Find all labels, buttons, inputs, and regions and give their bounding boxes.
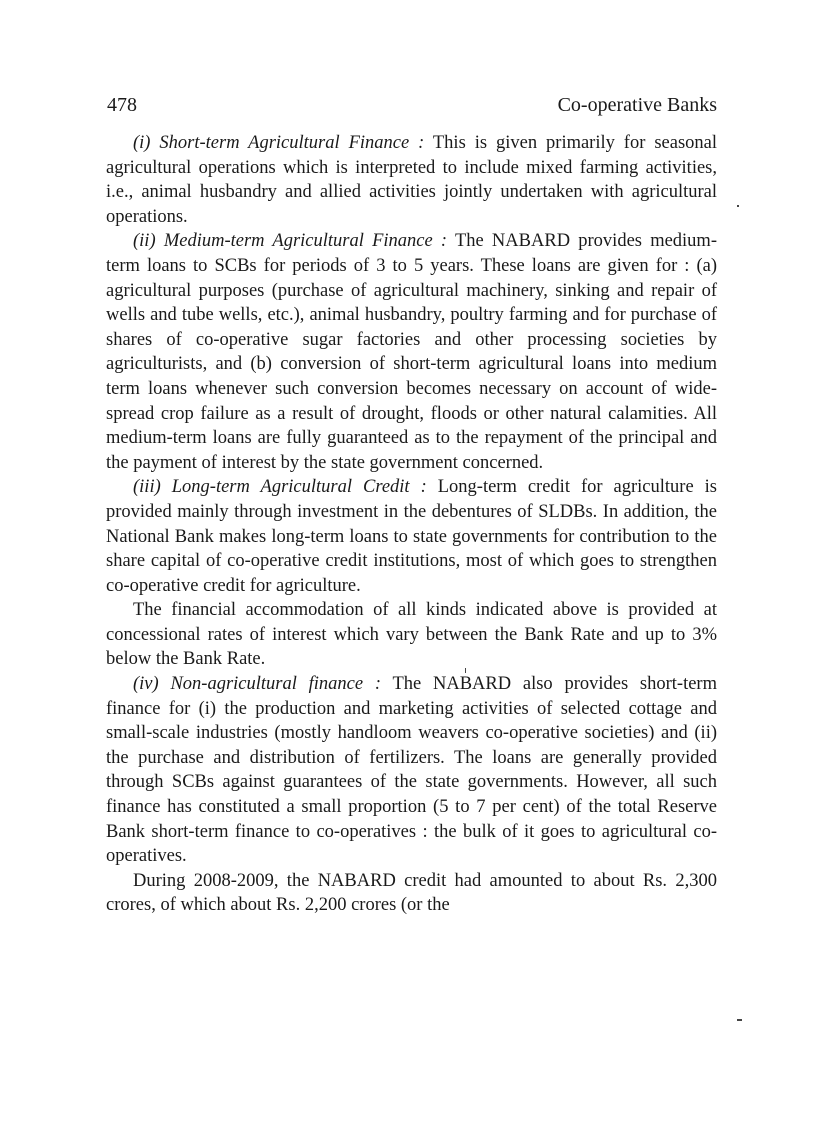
paragraph-financial-accommodation [106,598,717,672]
paragraph-short-term-finance [106,131,717,229]
paragraph-medium-term-finance [106,229,717,475]
paragraph-heading: (iv) Non-agricultural finance : [133,674,382,695]
paragraph-text: The NABARD also provides short-term finance for (i) the production and marketing activities of selected cottage and small-scale industries (mostly handloom weavers co-operative societies) and (ii) the purchase and distribution of fertilizers. The loans are generally provided through SCBs against guarantees of the state governments. However, all such finance has constituted a small proportion (5 to 7 per cent) of the total Reserve Bank short-term finance to co-operatives : the bulk of it goes to agricultural co-operatives. [106,674,717,867]
paragraph-text: This is given primarily for seasonal agricultural operations which is interpreted to include mixed farming activities, i.e., animal husbandry and allied activities jointly undertaken with agricultural operations. [106,133,717,227]
paragraph-heading: (i) Short-term Agricultural Finance : [133,133,425,153]
paragraph-text: The NABARD provides medium-term loans to SCBs for periods of 3 to 5 years. These loans are given for : (a) agricultural purposes (purchase of agricultural machinery, sinking and repair of wells and tube wells, etc.), animal husbandry, poultry farming and for purchase of shares of co-operative sugar factories and other processing societies by agriculturists, and (b) conversion of short-term agricultural loans into medium term loans whenever such conversion becomes necessary on account of wide-spread crop failure as a result of drought, floods or other natural calamities. All medium-term loans are fully guaranteed as to the repayment of the principal and the payment of interest by the state government concerned. [106,231,717,473]
paragraph-non-agricultural-finance [106,672,717,869]
body-text [106,131,717,918]
paragraph-nabard-credit-2008 [106,869,717,918]
paragraph-text: The financial accommodation of all kinds indicated above is provided at concessional rates of interest which vary between the Bank Rate and up to 3% below the Bank Rate. [106,600,717,670]
scan-speck [465,668,466,673]
scan-speck [737,1019,742,1021]
paragraph-heading: (ii) Medium-term Agricultural Finance : [133,231,448,252]
paragraph-long-term-credit [106,475,717,598]
running-head [107,93,717,117]
paragraph-text: Long-term credit for agriculture is provided mainly through investment in the debentures of SLDBs. In addition, the National Bank makes long-term loans to state governments for contribution to the share capital of co-operative credit institutions, most of which goes to strengthen co-operative credit for agriculture. [106,477,717,596]
paragraph-text: During 2008-2009, the NABARD credit had amounted to about Rs. 2,300 crores, of which about Rs. 2,200 crores (or the [106,870,717,916]
scan-speck [737,205,739,207]
page-number: 478 [107,94,137,116]
chapter-title: Co-operative Banks [557,94,717,116]
paragraph-heading: (iii) Long-term Agricultural Credit : [133,477,427,498]
